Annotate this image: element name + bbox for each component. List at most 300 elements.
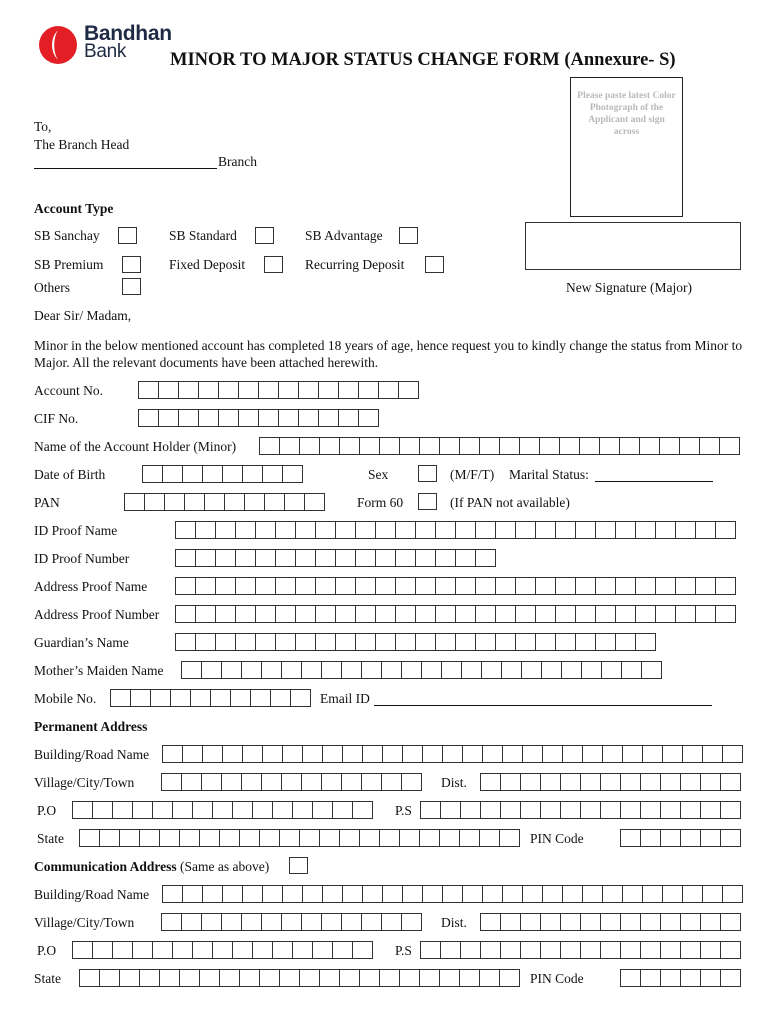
char-cell[interactable] xyxy=(623,885,643,903)
char-cell[interactable] xyxy=(353,941,373,959)
char-cell[interactable] xyxy=(293,801,313,819)
char-cell[interactable] xyxy=(203,465,223,483)
char-cell[interactable] xyxy=(243,465,263,483)
char-cell[interactable] xyxy=(460,829,480,847)
comm-po-boxes[interactable] xyxy=(72,941,373,959)
char-cell[interactable] xyxy=(260,829,280,847)
char-cell[interactable] xyxy=(283,745,303,763)
char-cell[interactable] xyxy=(476,549,496,567)
char-cell[interactable] xyxy=(282,913,302,931)
char-cell[interactable] xyxy=(376,549,396,567)
char-cell[interactable] xyxy=(182,661,202,679)
char-cell[interactable] xyxy=(636,521,656,539)
char-cell[interactable] xyxy=(359,409,379,427)
char-cell[interactable] xyxy=(160,829,180,847)
char-cell[interactable] xyxy=(476,633,496,651)
char-cell[interactable] xyxy=(480,829,500,847)
char-cell[interactable] xyxy=(523,745,543,763)
mobile-boxes[interactable] xyxy=(110,689,311,707)
char-cell[interactable] xyxy=(541,913,561,931)
char-cell[interactable] xyxy=(640,437,660,455)
new-signature-box[interactable] xyxy=(525,222,741,270)
char-cell[interactable] xyxy=(276,633,296,651)
char-cell[interactable] xyxy=(263,885,283,903)
char-cell[interactable] xyxy=(336,549,356,567)
char-cell[interactable] xyxy=(683,745,703,763)
char-cell[interactable] xyxy=(133,801,153,819)
char-cell[interactable] xyxy=(223,885,243,903)
char-cell[interactable] xyxy=(322,661,342,679)
char-cell[interactable] xyxy=(196,577,216,595)
char-cell[interactable] xyxy=(441,941,461,959)
char-cell[interactable] xyxy=(263,745,283,763)
comm-dist-boxes[interactable] xyxy=(480,913,741,931)
perm-building-boxes[interactable] xyxy=(162,745,743,763)
char-cell[interactable] xyxy=(421,801,441,819)
perm-state-boxes[interactable] xyxy=(79,829,520,847)
char-cell[interactable] xyxy=(543,745,563,763)
char-cell[interactable] xyxy=(380,829,400,847)
char-cell[interactable] xyxy=(205,493,225,511)
char-cell[interactable] xyxy=(100,969,120,987)
char-cell[interactable] xyxy=(282,661,302,679)
char-cell[interactable] xyxy=(276,605,296,623)
char-cell[interactable] xyxy=(540,437,560,455)
char-cell[interactable] xyxy=(299,381,319,399)
char-cell[interactable] xyxy=(620,437,640,455)
char-cell[interactable] xyxy=(483,745,503,763)
char-cell[interactable] xyxy=(681,969,701,987)
char-cell[interactable] xyxy=(333,801,353,819)
char-cell[interactable] xyxy=(231,689,251,707)
char-cell[interactable] xyxy=(436,521,456,539)
char-cell[interactable] xyxy=(183,465,203,483)
char-cell[interactable] xyxy=(363,745,383,763)
char-cell[interactable] xyxy=(273,941,293,959)
char-cell[interactable] xyxy=(536,633,556,651)
char-cell[interactable] xyxy=(240,829,260,847)
char-cell[interactable] xyxy=(541,801,561,819)
char-cell[interactable] xyxy=(291,689,311,707)
char-cell[interactable] xyxy=(661,941,681,959)
char-cell[interactable] xyxy=(342,773,362,791)
char-cell[interactable] xyxy=(280,437,300,455)
char-cell[interactable] xyxy=(481,941,501,959)
char-cell[interactable] xyxy=(581,941,601,959)
char-cell[interactable] xyxy=(360,437,380,455)
char-cell[interactable] xyxy=(202,773,222,791)
char-cell[interactable] xyxy=(476,577,496,595)
char-cell[interactable] xyxy=(356,549,376,567)
char-cell[interactable] xyxy=(521,941,541,959)
char-cell[interactable] xyxy=(262,913,282,931)
char-cell[interactable] xyxy=(463,885,483,903)
char-cell[interactable] xyxy=(316,549,336,567)
char-cell[interactable] xyxy=(481,913,501,931)
char-cell[interactable] xyxy=(601,913,621,931)
char-cell[interactable] xyxy=(303,885,323,903)
char-cell[interactable] xyxy=(73,941,93,959)
char-cell[interactable] xyxy=(621,969,641,987)
char-cell[interactable] xyxy=(521,801,541,819)
char-cell[interactable] xyxy=(456,549,476,567)
char-cell[interactable] xyxy=(282,773,302,791)
char-cell[interactable] xyxy=(701,969,721,987)
char-cell[interactable] xyxy=(285,493,305,511)
char-cell[interactable] xyxy=(196,549,216,567)
char-cell[interactable] xyxy=(151,689,171,707)
char-cell[interactable] xyxy=(240,969,260,987)
char-cell[interactable] xyxy=(541,773,561,791)
char-cell[interactable] xyxy=(500,829,520,847)
char-cell[interactable] xyxy=(276,549,296,567)
char-cell[interactable] xyxy=(153,941,173,959)
char-cell[interactable] xyxy=(260,437,280,455)
char-cell[interactable] xyxy=(302,913,322,931)
char-cell[interactable] xyxy=(721,941,741,959)
char-cell[interactable] xyxy=(279,381,299,399)
comm-village-boxes[interactable] xyxy=(161,913,422,931)
perm-po-boxes[interactable] xyxy=(72,801,373,819)
char-cell[interactable] xyxy=(562,661,582,679)
char-cell[interactable] xyxy=(313,801,333,819)
char-cell[interactable] xyxy=(376,521,396,539)
char-cell[interactable] xyxy=(556,521,576,539)
char-cell[interactable] xyxy=(380,969,400,987)
char-cell[interactable] xyxy=(716,521,736,539)
char-cell[interactable] xyxy=(376,577,396,595)
char-cell[interactable] xyxy=(165,493,185,511)
char-cell[interactable] xyxy=(421,941,441,959)
char-cell[interactable] xyxy=(616,577,636,595)
char-cell[interactable] xyxy=(456,521,476,539)
char-cell[interactable] xyxy=(382,661,402,679)
char-cell[interactable] xyxy=(400,969,420,987)
char-cell[interactable] xyxy=(461,801,481,819)
char-cell[interactable] xyxy=(379,381,399,399)
char-cell[interactable] xyxy=(596,633,616,651)
char-cell[interactable] xyxy=(721,969,741,987)
char-cell[interactable] xyxy=(242,913,262,931)
char-cell[interactable] xyxy=(676,577,696,595)
char-cell[interactable] xyxy=(481,773,501,791)
comm-pin-boxes[interactable] xyxy=(620,969,741,987)
char-cell[interactable] xyxy=(721,773,741,791)
char-cell[interactable] xyxy=(342,661,362,679)
char-cell[interactable] xyxy=(416,577,436,595)
char-cell[interactable] xyxy=(320,829,340,847)
char-cell[interactable] xyxy=(601,801,621,819)
char-cell[interactable] xyxy=(243,885,263,903)
char-cell[interactable] xyxy=(300,969,320,987)
char-cell[interactable] xyxy=(663,885,683,903)
char-cell[interactable] xyxy=(113,941,133,959)
perm-pin-boxes[interactable] xyxy=(620,829,741,847)
char-cell[interactable] xyxy=(521,773,541,791)
char-cell[interactable] xyxy=(259,381,279,399)
char-cell[interactable] xyxy=(563,745,583,763)
perm-ps-boxes[interactable] xyxy=(420,801,741,819)
char-cell[interactable] xyxy=(360,829,380,847)
char-cell[interactable] xyxy=(185,493,205,511)
char-cell[interactable] xyxy=(723,885,743,903)
char-cell[interactable] xyxy=(302,773,322,791)
char-cell[interactable] xyxy=(196,521,216,539)
sb-standard-checkbox[interactable] xyxy=(255,227,274,244)
char-cell[interactable] xyxy=(636,577,656,595)
char-cell[interactable] xyxy=(200,969,220,987)
char-cell[interactable] xyxy=(621,829,641,847)
char-cell[interactable] xyxy=(723,745,743,763)
char-cell[interactable] xyxy=(323,745,343,763)
char-cell[interactable] xyxy=(602,661,622,679)
char-cell[interactable] xyxy=(213,801,233,819)
char-cell[interactable] xyxy=(443,885,463,903)
char-cell[interactable] xyxy=(556,577,576,595)
char-cell[interactable] xyxy=(176,633,196,651)
char-cell[interactable] xyxy=(436,605,456,623)
char-cell[interactable] xyxy=(243,745,263,763)
same-as-above-checkbox[interactable] xyxy=(289,857,308,874)
char-cell[interactable] xyxy=(216,605,236,623)
char-cell[interactable] xyxy=(303,745,323,763)
char-cell[interactable] xyxy=(700,437,720,455)
char-cell[interactable] xyxy=(536,577,556,595)
char-cell[interactable] xyxy=(219,409,239,427)
char-cell[interactable] xyxy=(336,605,356,623)
char-cell[interactable] xyxy=(236,521,256,539)
char-cell[interactable] xyxy=(199,381,219,399)
char-cell[interactable] xyxy=(233,801,253,819)
char-cell[interactable] xyxy=(216,521,236,539)
char-cell[interactable] xyxy=(342,913,362,931)
char-cell[interactable] xyxy=(423,745,443,763)
char-cell[interactable] xyxy=(323,885,343,903)
char-cell[interactable] xyxy=(140,969,160,987)
char-cell[interactable] xyxy=(563,885,583,903)
char-cell[interactable] xyxy=(520,437,540,455)
char-cell[interactable] xyxy=(462,661,482,679)
char-cell[interactable] xyxy=(420,437,440,455)
char-cell[interactable] xyxy=(696,605,716,623)
char-cell[interactable] xyxy=(140,829,160,847)
char-cell[interactable] xyxy=(339,381,359,399)
char-cell[interactable] xyxy=(93,941,113,959)
char-cell[interactable] xyxy=(111,689,131,707)
char-cell[interactable] xyxy=(460,437,480,455)
char-cell[interactable] xyxy=(162,913,182,931)
char-cell[interactable] xyxy=(343,885,363,903)
char-cell[interactable] xyxy=(356,633,376,651)
char-cell[interactable] xyxy=(179,409,199,427)
char-cell[interactable] xyxy=(162,773,182,791)
char-cell[interactable] xyxy=(356,577,376,595)
char-cell[interactable] xyxy=(636,605,656,623)
char-cell[interactable] xyxy=(202,661,222,679)
char-cell[interactable] xyxy=(256,577,276,595)
char-cell[interactable] xyxy=(561,801,581,819)
perm-dist-boxes[interactable] xyxy=(480,773,741,791)
char-cell[interactable] xyxy=(159,381,179,399)
char-cell[interactable] xyxy=(396,633,416,651)
char-cell[interactable] xyxy=(696,577,716,595)
char-cell[interactable] xyxy=(681,941,701,959)
char-cell[interactable] xyxy=(503,885,523,903)
char-cell[interactable] xyxy=(362,913,382,931)
char-cell[interactable] xyxy=(376,605,396,623)
char-cell[interactable] xyxy=(402,773,422,791)
char-cell[interactable] xyxy=(622,661,642,679)
char-cell[interactable] xyxy=(253,801,273,819)
char-cell[interactable] xyxy=(376,633,396,651)
char-cell[interactable] xyxy=(400,829,420,847)
id-proof-number-boxes[interactable] xyxy=(175,549,496,567)
char-cell[interactable] xyxy=(362,661,382,679)
char-cell[interactable] xyxy=(293,941,313,959)
char-cell[interactable] xyxy=(496,521,516,539)
char-cell[interactable] xyxy=(403,745,423,763)
char-cell[interactable] xyxy=(480,969,500,987)
char-cell[interactable] xyxy=(256,633,276,651)
char-cell[interactable] xyxy=(561,773,581,791)
char-cell[interactable] xyxy=(182,913,202,931)
char-cell[interactable] xyxy=(660,437,680,455)
char-cell[interactable] xyxy=(220,829,240,847)
address-proof-number-boxes[interactable] xyxy=(175,605,736,623)
char-cell[interactable] xyxy=(721,913,741,931)
char-cell[interactable] xyxy=(542,661,562,679)
char-cell[interactable] xyxy=(296,521,316,539)
comm-building-boxes[interactable] xyxy=(162,885,743,903)
char-cell[interactable] xyxy=(159,409,179,427)
mother-maiden-boxes[interactable] xyxy=(181,661,662,679)
char-cell[interactable] xyxy=(242,773,262,791)
char-cell[interactable] xyxy=(276,521,296,539)
char-cell[interactable] xyxy=(416,605,436,623)
char-cell[interactable] xyxy=(463,745,483,763)
char-cell[interactable] xyxy=(353,801,373,819)
char-cell[interactable] xyxy=(263,465,283,483)
char-cell[interactable] xyxy=(216,633,236,651)
char-cell[interactable] xyxy=(200,829,220,847)
char-cell[interactable] xyxy=(362,773,382,791)
char-cell[interactable] xyxy=(316,577,336,595)
char-cell[interactable] xyxy=(656,605,676,623)
char-cell[interactable] xyxy=(621,941,641,959)
char-cell[interactable] xyxy=(442,661,462,679)
char-cell[interactable] xyxy=(202,913,222,931)
char-cell[interactable] xyxy=(300,437,320,455)
char-cell[interactable] xyxy=(299,409,319,427)
char-cell[interactable] xyxy=(561,913,581,931)
char-cell[interactable] xyxy=(576,605,596,623)
char-cell[interactable] xyxy=(73,801,93,819)
char-cell[interactable] xyxy=(316,633,336,651)
char-cell[interactable] xyxy=(196,633,216,651)
char-cell[interactable] xyxy=(302,661,322,679)
char-cell[interactable] xyxy=(580,437,600,455)
char-cell[interactable] xyxy=(721,801,741,819)
char-cell[interactable] xyxy=(236,605,256,623)
char-cell[interactable] xyxy=(656,521,676,539)
char-cell[interactable] xyxy=(296,577,316,595)
char-cell[interactable] xyxy=(503,745,523,763)
char-cell[interactable] xyxy=(216,577,236,595)
char-cell[interactable] xyxy=(641,941,661,959)
char-cell[interactable] xyxy=(139,381,159,399)
char-cell[interactable] xyxy=(661,773,681,791)
char-cell[interactable] xyxy=(516,521,536,539)
char-cell[interactable] xyxy=(251,689,271,707)
char-cell[interactable] xyxy=(643,885,663,903)
char-cell[interactable] xyxy=(603,885,623,903)
char-cell[interactable] xyxy=(603,745,623,763)
char-cell[interactable] xyxy=(496,605,516,623)
char-cell[interactable] xyxy=(676,521,696,539)
char-cell[interactable] xyxy=(681,829,701,847)
char-cell[interactable] xyxy=(382,773,402,791)
char-cell[interactable] xyxy=(131,689,151,707)
char-cell[interactable] xyxy=(461,941,481,959)
char-cell[interactable] xyxy=(543,885,563,903)
char-cell[interactable] xyxy=(641,969,661,987)
char-cell[interactable] xyxy=(145,493,165,511)
char-cell[interactable] xyxy=(176,521,196,539)
pan-boxes[interactable] xyxy=(124,493,325,511)
char-cell[interactable] xyxy=(296,605,316,623)
comm-ps-boxes[interactable] xyxy=(420,941,741,959)
char-cell[interactable] xyxy=(193,801,213,819)
char-cell[interactable] xyxy=(596,521,616,539)
char-cell[interactable] xyxy=(320,437,340,455)
char-cell[interactable] xyxy=(183,745,203,763)
char-cell[interactable] xyxy=(480,437,500,455)
char-cell[interactable] xyxy=(641,773,661,791)
char-cell[interactable] xyxy=(339,409,359,427)
char-cell[interactable] xyxy=(280,969,300,987)
char-cell[interactable] xyxy=(703,745,723,763)
char-cell[interactable] xyxy=(360,969,380,987)
char-cell[interactable] xyxy=(576,577,596,595)
char-cell[interactable] xyxy=(113,801,133,819)
address-proof-name-boxes[interactable] xyxy=(175,577,736,595)
char-cell[interactable] xyxy=(160,969,180,987)
char-cell[interactable] xyxy=(176,549,196,567)
char-cell[interactable] xyxy=(382,913,402,931)
char-cell[interactable] xyxy=(340,969,360,987)
char-cell[interactable] xyxy=(601,773,621,791)
char-cell[interactable] xyxy=(219,381,239,399)
char-cell[interactable] xyxy=(133,941,153,959)
char-cell[interactable] xyxy=(300,829,320,847)
char-cell[interactable] xyxy=(340,437,360,455)
char-cell[interactable] xyxy=(359,381,379,399)
char-cell[interactable] xyxy=(296,633,316,651)
char-cell[interactable] xyxy=(333,941,353,959)
char-cell[interactable] xyxy=(279,409,299,427)
char-cell[interactable] xyxy=(336,521,356,539)
char-cell[interactable] xyxy=(143,465,163,483)
char-cell[interactable] xyxy=(661,801,681,819)
char-cell[interactable] xyxy=(182,773,202,791)
char-cell[interactable] xyxy=(180,829,200,847)
char-cell[interactable] xyxy=(93,801,113,819)
char-cell[interactable] xyxy=(296,549,316,567)
char-cell[interactable] xyxy=(383,745,403,763)
char-cell[interactable] xyxy=(556,633,576,651)
comm-state-boxes[interactable] xyxy=(79,969,520,987)
char-cell[interactable] xyxy=(561,941,581,959)
